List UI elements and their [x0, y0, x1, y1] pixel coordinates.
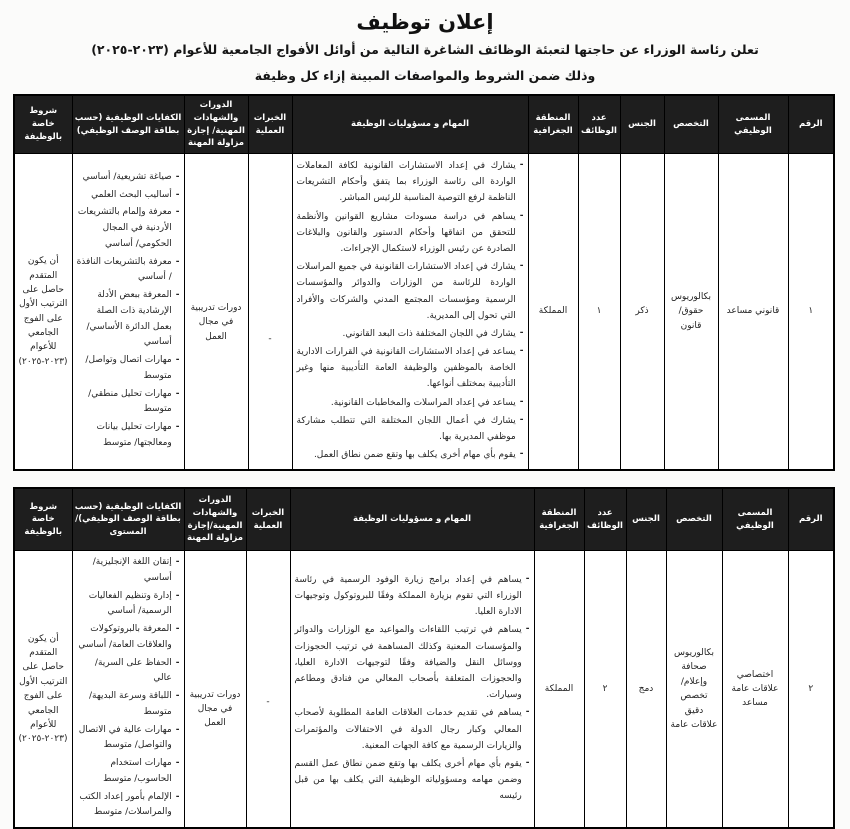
- bullet-item: [77, 723, 180, 755]
- header-experience: الخبرات العملية: [248, 95, 292, 154]
- cell-job-title: اختصاصي علاقات عامة مساعد: [722, 550, 788, 828]
- header-job-title: المسمى الوظيفي: [722, 488, 788, 550]
- bullet-dash: -: [519, 160, 524, 170]
- bullet-text: يقوم بأي مهام أخرى يكلف بها وتقع ضمن نطاق عمل القسم وضمن مهامه ومسؤولياته الوظيفية التي يكلف بها من قبل رئيسه: [294, 758, 522, 802]
- bullet-dash: -: [175, 207, 180, 218]
- bullet-item: [77, 255, 180, 287]
- cell-competencies: [72, 154, 184, 471]
- cell-specialization: بكالوريوس حقوق/ قانون: [664, 154, 718, 471]
- bullet-dash: -: [519, 261, 524, 272]
- bullet-text: إتقان اللغة الإنجليزية/ أساسي: [92, 557, 172, 583]
- cell-region: المملكة: [534, 550, 584, 828]
- header-job-title: المسمى الوظيفي: [718, 95, 788, 154]
- bullet-text: أساليب البحث العلمي: [91, 189, 172, 200]
- bullet-item: [295, 705, 530, 754]
- cell-special-conditions: أن يكون المتقدم حاصل على الترتيب الأول على الفوج الجامعي للأعوام (٢٠٢٣-٢٠٢٥): [14, 550, 72, 828]
- bullet-text: اللباقة وسرعة البديهة/ متوسط: [88, 691, 172, 717]
- bullet-text: يساعد في إعداد المراسلات والمخاطبات القانونية.: [330, 397, 516, 408]
- header-competencies: الكفايات الوظيفية (حسب بطاقة الوصف الوظيفي)/ المستوى: [72, 488, 184, 550]
- header-specialization: التخصص: [664, 95, 718, 154]
- bullet-dash: -: [175, 691, 180, 702]
- bullet-text: يشارك في إعداد الاستشارات القانونية في جميع المراسلات الواردة للرئاسة من الوزارات والدوائر والمؤسسات الرسمية ومؤسسات المجتمع المدني والشركات والأفراد التي تحول إلى المديرية.: [296, 262, 516, 321]
- announcement-line-1: تعلن رئاسة الوزراء عن حاجتها لتعبئة الوظائف الشاغرة التالية من أوائل الأفواج الجامعية للأعوام (٢٠٢٣-٢٠٢٥): [91, 42, 759, 57]
- cell-number: ١: [788, 154, 834, 471]
- bullet-text: معرفة بالتشريعات النافذة / أساسي: [76, 256, 172, 283]
- header-courses: الدورات والشهادات المهنية/إجازة مزاولة المهنة: [184, 488, 246, 550]
- cell-number: ٢: [788, 550, 834, 828]
- header-number: الرقم: [788, 488, 834, 550]
- cell-experience: -: [246, 550, 290, 828]
- header-region: المنطقة الجغرافية: [528, 95, 578, 154]
- bullet-item: [77, 756, 180, 788]
- cell-gender: ذكر: [620, 154, 664, 471]
- bullet-text: مهارات عالية في الاتصال والتواصل/ متوسط: [78, 724, 172, 751]
- header-tasks: المهام و مسؤوليات الوظيفة: [290, 488, 534, 550]
- cell-tasks: [290, 550, 534, 828]
- bullet-item: [77, 555, 180, 587]
- table2-header-row: [14, 488, 834, 550]
- bullet-dash: -: [519, 327, 524, 338]
- header-experience: الخبرات العملية: [246, 488, 290, 550]
- bullet-text: يشارك في اللجان المختلفة ذات البعد القانوني.: [342, 328, 516, 339]
- bullet-dash: -: [175, 422, 180, 433]
- bullet-dash: -: [519, 396, 524, 407]
- cell-competencies: [72, 550, 184, 828]
- bullet-item: [297, 413, 524, 445]
- bullet-dash: -: [525, 573, 530, 584]
- bullet-dash: -: [175, 758, 180, 769]
- header-specialization: التخصص: [666, 488, 722, 550]
- bullet-dash: -: [175, 724, 180, 735]
- cell-special-conditions: أن يكون المتقدم حاصل على الترتيب الأول على الفوج الجامعي للأعوام (٢٠٢٣-٢٠٢٥): [14, 154, 72, 471]
- bullet-dash: -: [175, 290, 180, 301]
- bullet-item: [77, 790, 180, 822]
- bullet-text: مهارات استخدام الحاسوب/ متوسط: [103, 758, 172, 784]
- header-region: المنطقة الجغرافية: [534, 488, 584, 550]
- bullet-dash: -: [175, 171, 180, 182]
- bullet-item: [77, 170, 180, 186]
- bullet-text: معرفة وإلمام بالتشريعات الأردنية في المجال الحكومي/ أساسي: [77, 207, 172, 249]
- header-vacancies: عدد الوظائف: [578, 95, 620, 154]
- bullet-text: مهارات تحليل بيانات ومعالجتها/ متوسط: [96, 422, 172, 448]
- bullet-item: [77, 353, 180, 385]
- bullet-text: يساهم في دراسة مسودات مشاريع القوانين والأنظمة للتحقق من اتفاقها وأحكام الدستور والقانون والبلاغات الصادرة عن رئيس الوزراء لاستكمال الإجراءات.: [296, 211, 516, 254]
- header-number: الرقم: [788, 95, 834, 154]
- bullet-text: يساهم في إعداد برامج زيارة الوفود الرسمية في رئاسة الوزراء التي تقوم بزيارة المملكة وفقًا للبروتوكول وتوجيهات الادارة العليا.: [294, 574, 522, 618]
- bullet-item: [77, 205, 180, 252]
- bullet-dash: -: [519, 210, 524, 221]
- bullet-item: [77, 288, 180, 351]
- cell-vacancies: ١: [578, 154, 620, 471]
- tables-gap: [15, 471, 835, 487]
- bullet-text: مهارات تحليل منطقي/ متوسط: [88, 388, 172, 415]
- cell-courses: دورات تدريبية في مجال العمل: [184, 550, 246, 828]
- bullet-dash: -: [175, 624, 180, 635]
- bullet-text: يساعد في إعداد الاستشارات القانونية في القرارات الادارية الخاصة بالموظفين والوظيفة العامة التأديبية منها وغير التأديبية بمختلف أنواعها.: [296, 347, 516, 390]
- bullet-dash: -: [525, 624, 530, 635]
- bullet-text: المعرفة ببعض الأدلة الإرشادية ذات الصلة بعمل الدائرة الأساسي/ أساسي: [86, 290, 172, 348]
- header-special-conditions: شروط خاصة بالوظيفة: [14, 488, 72, 550]
- bullet-dash: -: [175, 557, 180, 568]
- cell-vacancies: ٢: [584, 550, 626, 828]
- cell-courses: دورات تدريبية في مجال العمل: [184, 154, 248, 471]
- bullet-item: [297, 259, 524, 324]
- bullet-dash: -: [519, 449, 524, 460]
- table1-header-row: [14, 95, 834, 154]
- bullet-text: الحفاظ على السرية/ عالي: [94, 657, 172, 684]
- job-row-2: [14, 550, 834, 828]
- bullet-item: [77, 420, 180, 452]
- header-gender: الجنس: [626, 488, 666, 550]
- header-courses: الدورات والشهادات المهنية/ إجازة مزاولة المهنة: [184, 95, 248, 154]
- bullet-text: المعرفة بالبروتوكولات والعلاقات العامة/ أساسي: [78, 624, 172, 650]
- announcement-line-2: وذلك ضمن الشروط والمواصفات المبينة إزاء كل وظيفة: [254, 68, 596, 83]
- bullet-item: [77, 387, 180, 419]
- bullet-item: [297, 344, 524, 393]
- cell-job-title: قانوني مساعد: [718, 154, 788, 471]
- bullet-text: إدارة وتنظيم الفعاليات الرسمية/ أساسي: [88, 590, 172, 617]
- bullet-dash: -: [175, 355, 180, 366]
- cell-specialization: بكالوريوس صحافة وإعلام/ تخصص دقيق علاقات عامة: [666, 550, 722, 828]
- bullet-dash: -: [519, 414, 524, 425]
- header-special-conditions: شروط خاصة بالوظيفة: [14, 95, 72, 154]
- bullet-item: [297, 158, 524, 207]
- bullet-item: [77, 188, 180, 204]
- bullet-item: [297, 209, 524, 258]
- bullet-item: [295, 622, 530, 703]
- bullet-item: [297, 447, 524, 463]
- bullet-item: [295, 756, 530, 805]
- bullet-item: [297, 395, 524, 411]
- bullet-text: يساهم في ترتيب اللقاءات والمواعيد مع الوزارات والدوائر والمؤسسات المعنية وكذلك المساهمة في ترتيب الحجوزات ووسائل النقل والضيافة وفقًا لتوجيهات الادارة العليا، والحجوزات المتعلقة بأصحاب المعالي من فنادق ومطاعم وسيارات.: [294, 625, 522, 701]
- cell-experience: -: [248, 154, 292, 471]
- bullet-text: مهارات اتصال وتواصل/ متوسط: [85, 355, 172, 381]
- bullet-dash: -: [175, 256, 180, 267]
- bullet-dash: -: [175, 590, 180, 601]
- bullet-item: [77, 622, 180, 654]
- bullet-dash: -: [175, 791, 180, 802]
- bullet-dash: -: [519, 346, 524, 357]
- page-title: إعلان توظيف: [356, 10, 494, 34]
- bullet-text: يساهم في تقديم خدمات العلاقات العامة المطلوبة لأصحاب المعالي وكبار رجال الدولة في الاحتفالات والمؤتمرات والزيارات الرسمية مع كافة الجهات المعنية.: [294, 708, 522, 751]
- bullet-text: صياغة تشريعية/ أساسي: [82, 171, 172, 182]
- header-gender: الجنس: [620, 95, 664, 154]
- bullet-text: يشارك في إعداد الاستشارات القانونية لكافة المعاملات الواردة الى رئاسة الوزراء بما يتفق وأحكام التشريعات الناظمة لرفع التوصية المناسبة للرئيس المباشر.: [296, 161, 516, 204]
- bullet-dash: -: [175, 189, 180, 200]
- bullet-item: [77, 689, 180, 721]
- header-tasks: المهام و مسؤوليات الوظيفة: [292, 95, 528, 154]
- cell-gender: دمج: [626, 550, 666, 828]
- bullet-dash: -: [525, 707, 530, 718]
- bullet-item: [77, 656, 180, 688]
- cell-tasks: [292, 154, 528, 471]
- bullet-text: يقوم بأي مهام أخرى يكلف بها وتقع ضمن نطاق العمل.: [313, 450, 516, 461]
- bullet-item: [77, 589, 180, 621]
- bullet-item: [295, 572, 530, 621]
- job-row-1: [14, 154, 834, 471]
- bullet-dash: -: [175, 657, 180, 668]
- bullet-item: [297, 326, 524, 342]
- header-vacancies: عدد الوظائف: [584, 488, 626, 550]
- jobs-table-1: [13, 94, 835, 471]
- cell-region: المملكة: [528, 154, 578, 471]
- bullet-dash: -: [525, 757, 530, 768]
- jobs-table-2: [13, 487, 835, 829]
- bullet-dash: -: [175, 388, 180, 399]
- bullet-text: الإلمام بأمور إعداد الكتب والمراسلات/ متوسط: [79, 791, 172, 818]
- bullet-text: يشارك في أعمال اللجان المختلفة التي تتطلب مشاركة موظفي المديرية بها.: [296, 415, 516, 442]
- header-competencies: الكفايات الوظيفية (حسب بطاقة الوصف الوظيفي): [72, 95, 184, 154]
